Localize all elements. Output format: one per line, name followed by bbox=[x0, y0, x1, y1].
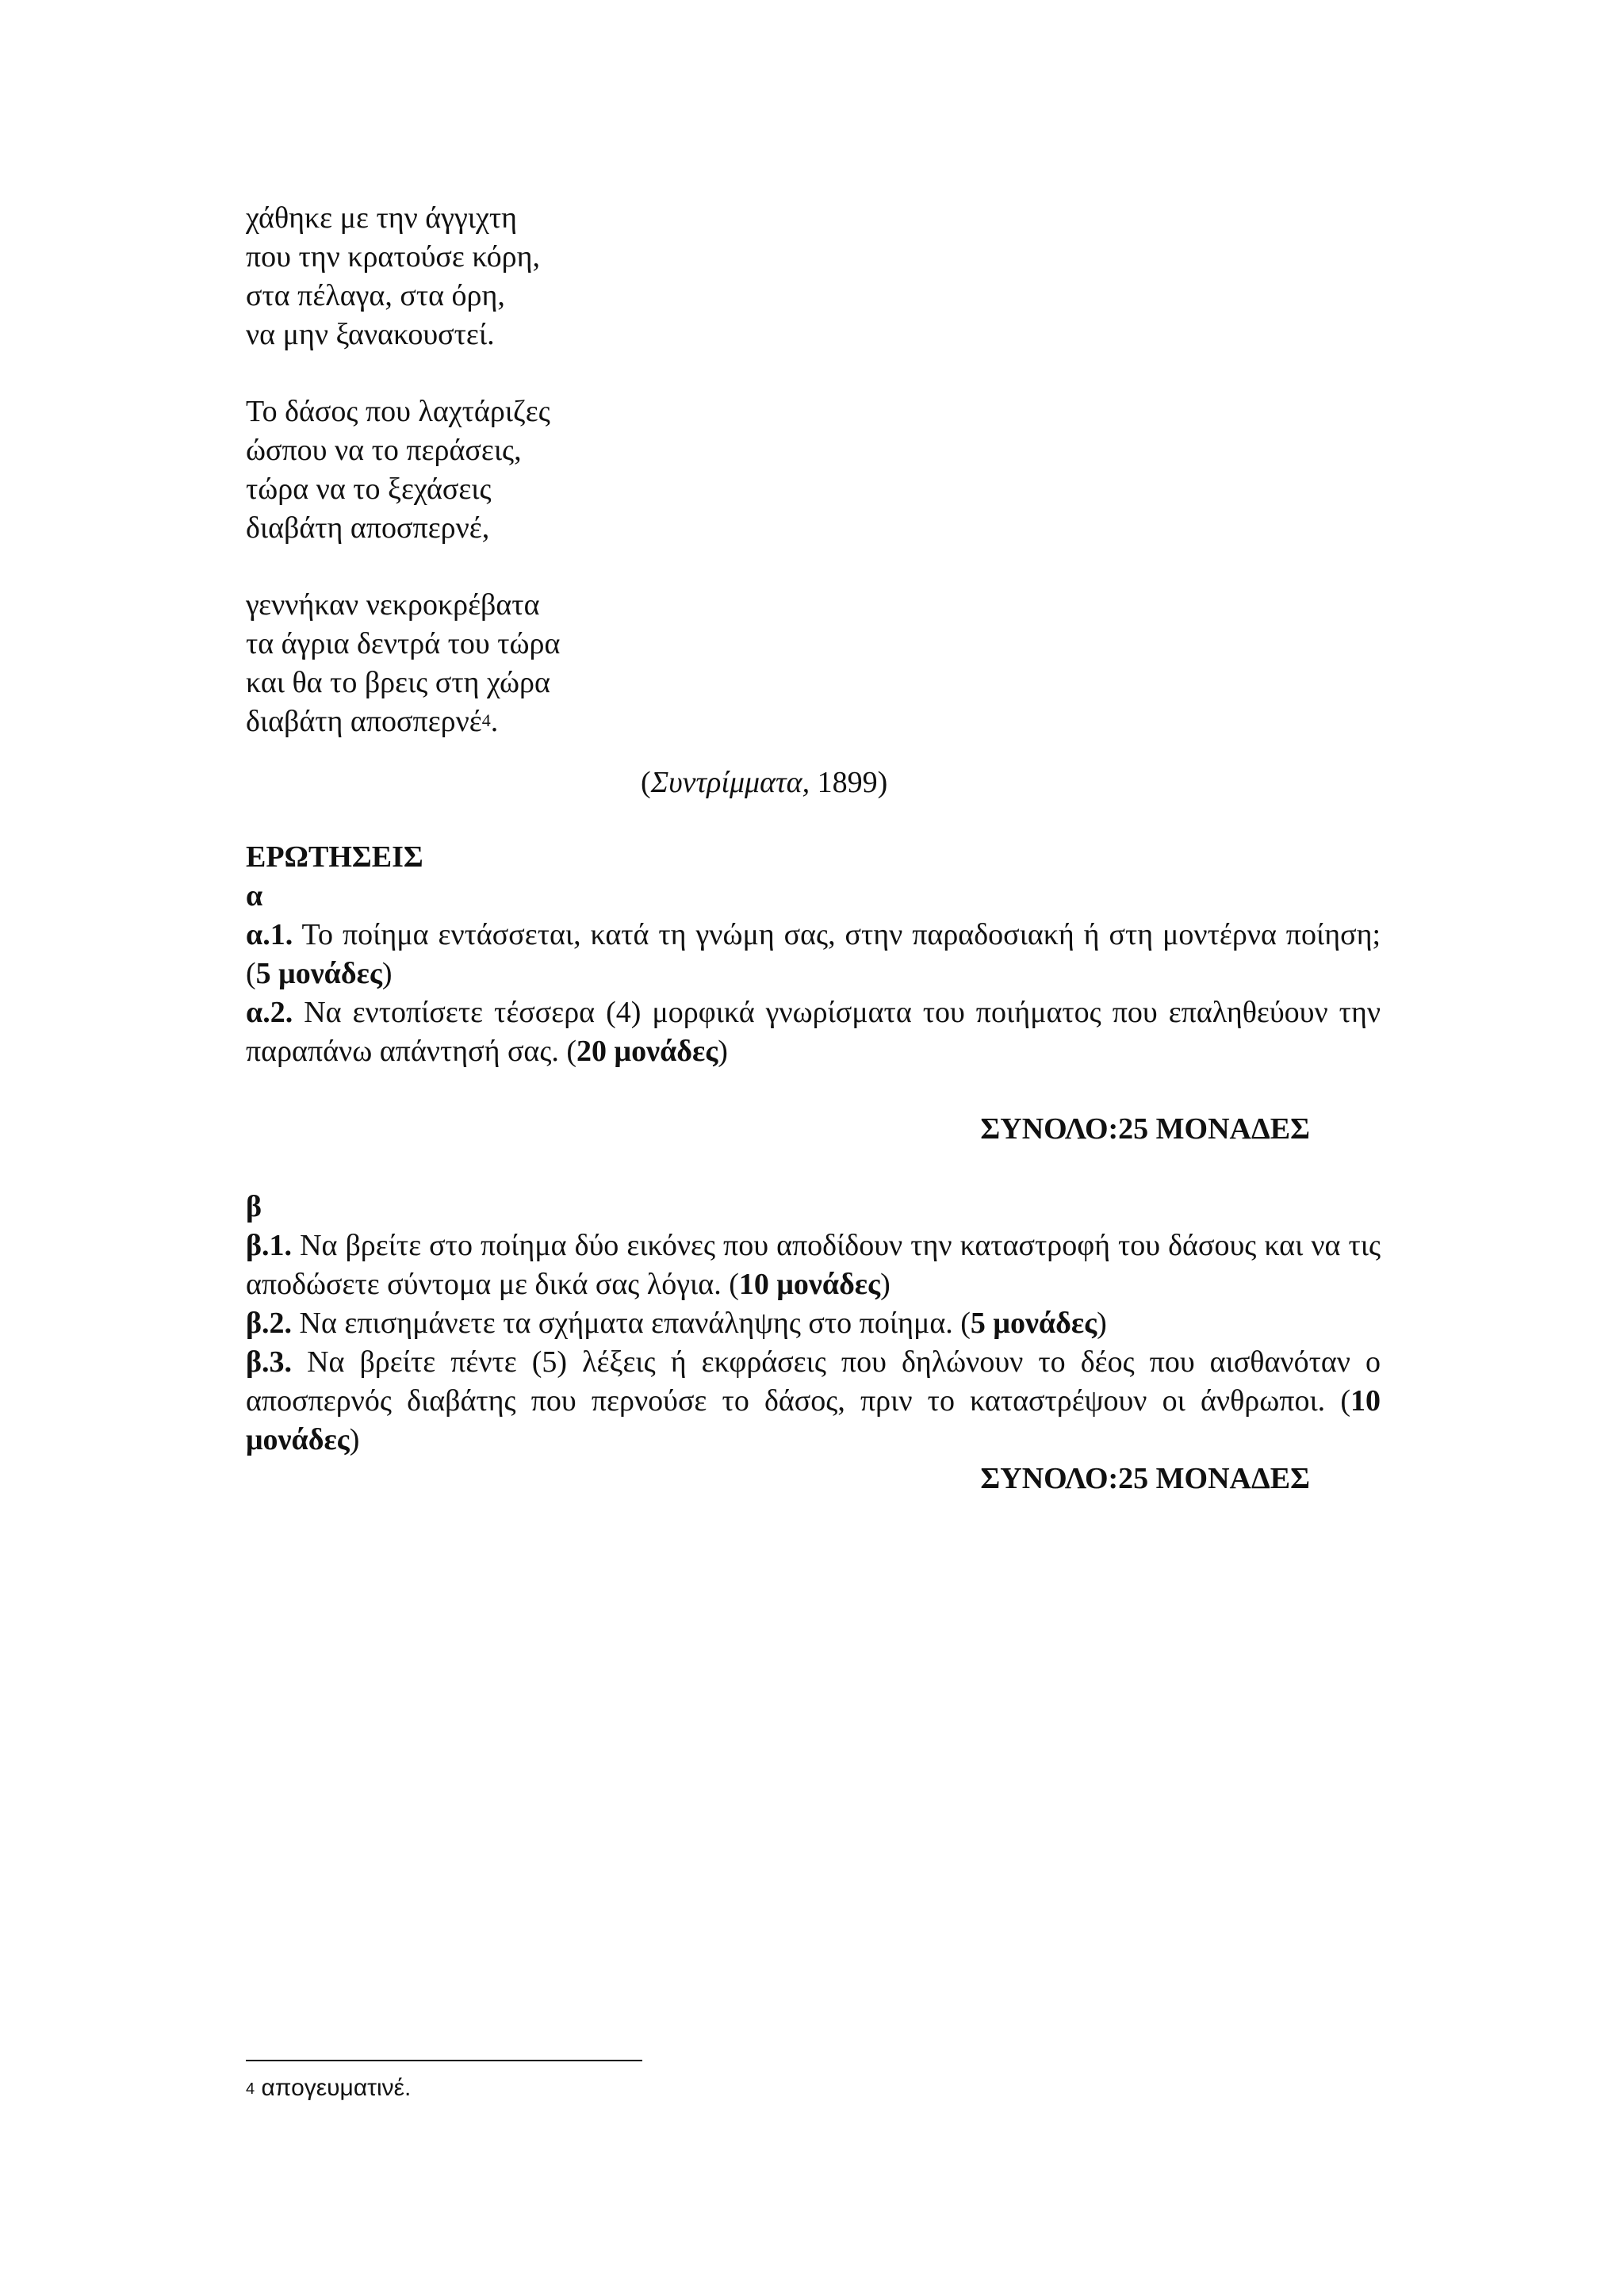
question-close: ) bbox=[718, 1035, 728, 1068]
question-points: 20 μονάδες bbox=[576, 1035, 718, 1068]
poem-line: στα πέλαγα, στα όρη, bbox=[246, 279, 505, 312]
poem-stanza-3 bbox=[246, 586, 959, 741]
questions-section bbox=[246, 838, 1381, 1498]
question-number: β.1. bbox=[246, 1229, 293, 1262]
poem-line-last bbox=[246, 702, 959, 741]
question-number: β.2. bbox=[246, 1307, 293, 1340]
poem-line: γεννήκαν νεκροκρέβατα bbox=[246, 588, 540, 622]
footnote bbox=[246, 2072, 411, 2104]
source-title: Συντρίμματα, bbox=[650, 766, 810, 799]
poem-stanza-1 bbox=[246, 199, 959, 354]
spacer bbox=[246, 1149, 1381, 1188]
section-b-label: β bbox=[246, 1190, 262, 1223]
question-points: 5 μονάδες bbox=[255, 957, 382, 990]
question-text: Να εντοπίσετε τέσσερα (4) μορφικά γνωρίσματα του ποιήματος που επαληθεύουν την παραπάνω απάντησή σας. ( bbox=[246, 996, 1381, 1068]
footnote-number: 4 bbox=[246, 2080, 255, 2098]
question-number: α.2. bbox=[246, 996, 293, 1029]
footnote-text: απογευματινέ. bbox=[255, 2075, 412, 2101]
source-open: ( bbox=[641, 766, 651, 799]
question-close: ) bbox=[880, 1268, 891, 1301]
question-b3 bbox=[246, 1343, 1381, 1460]
poem-source bbox=[641, 763, 887, 802]
poem-line: τώρα να το ξεχάσεις bbox=[246, 473, 492, 506]
question-a2 bbox=[246, 993, 1381, 1071]
questions-heading: ΕΡΩΤΗΣΕΙΣ bbox=[246, 840, 423, 874]
question-points: 5 μονάδες bbox=[970, 1307, 1097, 1340]
poem-stanza-2 bbox=[246, 392, 959, 548]
question-points: 10 μονάδες bbox=[738, 1268, 881, 1301]
question-text: Το ποίημα εντάσσεται, κατά τη γνώμη σας, στην παραδοσιακή ή στη μοντέρνα ποίηση; ( bbox=[246, 918, 1381, 990]
section-a-total: ΣΥΝΟΛΟ:25 ΜΟΝΑΔΕΣ bbox=[980, 1112, 1310, 1146]
question-number: β.3. bbox=[246, 1345, 293, 1379]
question-close: ) bbox=[1097, 1307, 1107, 1340]
poem-line: να μην ξανακουστεί. bbox=[246, 318, 495, 351]
poem-line-text: διαβάτη αποσπερνέ bbox=[246, 705, 482, 738]
section-b-total: ΣΥΝΟΛΟ:25 ΜΟΝΑΔΕΣ bbox=[980, 1462, 1310, 1495]
question-a1 bbox=[246, 916, 1381, 993]
footnote-divider bbox=[246, 2060, 642, 2061]
spacer bbox=[246, 1071, 1381, 1110]
poem-line: χάθηκε με την άγγιχτη bbox=[246, 201, 517, 235]
poem-line: που την κρατούσε κόρη, bbox=[246, 240, 541, 274]
question-b2 bbox=[246, 1304, 1381, 1343]
question-text: Να επισημάνετε τα σχήματα επανάληψης στο ποίημα. ( bbox=[292, 1307, 971, 1340]
poem-line: τα άγρια δεντρά του τώρα bbox=[246, 627, 561, 660]
question-close: ) bbox=[381, 957, 393, 990]
poem-line: διαβάτη αποσπερνέ, bbox=[246, 511, 490, 545]
poem bbox=[246, 199, 959, 779]
source-year: 1899) bbox=[810, 766, 888, 799]
poem-line-punct: . bbox=[490, 705, 499, 738]
question-points: 10 μονάδες bbox=[246, 1384, 1381, 1456]
question-b1 bbox=[246, 1226, 1381, 1304]
poem-line: Το δάσος που λαχτάριζες bbox=[246, 395, 550, 428]
section-a-label: α bbox=[246, 879, 263, 913]
poem-line: και θα το βρεις στη χώρα bbox=[246, 666, 550, 699]
question-text: Να βρείτε πέντε (5) λέξεις ή εκφράσεις που δηλώνουν το δέος που αισθανόταν ο αποσπερνός διαβάτης που περνούσε το δάσος, πριν το καταστρέψουν οι άνθρωποι. ( bbox=[246, 1345, 1381, 1418]
question-text: Να βρείτε στο ποίημα δύο εικόνες που αποδίδουν την καταστροφή του δάσους και να τις αποδώσετε σύντομα με δικά σας λόγια. ( bbox=[246, 1229, 1381, 1301]
footnote-reference[interactable]: 4 bbox=[481, 710, 491, 730]
poem-line: ώσπου να το περάσεις, bbox=[246, 434, 522, 467]
question-close: ) bbox=[349, 1423, 360, 1456]
question-number: α.1. bbox=[246, 918, 293, 951]
